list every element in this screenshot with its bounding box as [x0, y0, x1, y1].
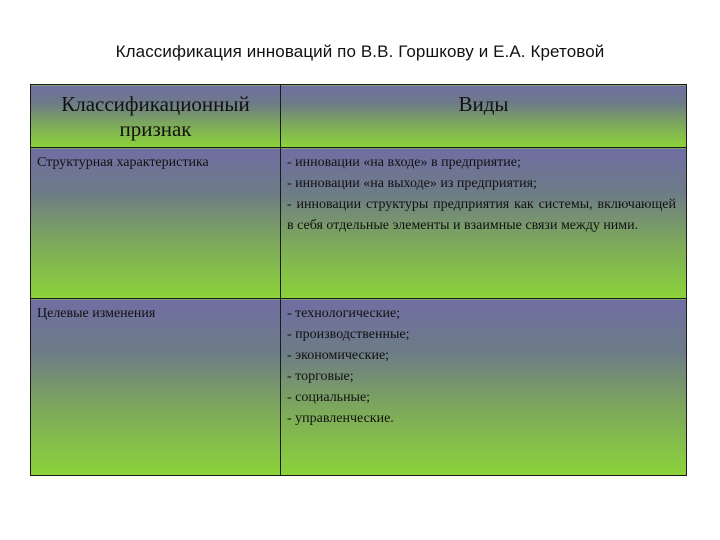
list-item: - инновации «на входе» в предприятие;	[287, 155, 521, 170]
types-list	[281, 299, 686, 429]
list-item: - инновации «на выходе» из предприятия;	[287, 176, 537, 191]
header-types	[281, 85, 687, 148]
types-cell	[281, 299, 687, 476]
list-item: - технологические;	[287, 306, 401, 321]
feature-label: Структурная характеристика	[37, 155, 209, 170]
list-item: - экономические;	[287, 348, 390, 363]
list-item: - производственные;	[287, 327, 410, 342]
table-row	[31, 299, 687, 476]
types-list	[281, 148, 686, 236]
list-item: - инновации структуры предприятия как системы, включающей в себя отдельные элементы и взаимные связи между ними.	[287, 197, 676, 233]
classification-table	[30, 84, 687, 476]
table-header-row	[31, 85, 687, 148]
feature-cell	[31, 299, 281, 476]
feature-label: Целевые изменения	[37, 306, 156, 321]
header-feature	[31, 85, 281, 148]
list-item: - торговые;	[287, 369, 354, 384]
table-row	[31, 148, 687, 299]
header-feature-label: Классификационный признак	[61, 92, 250, 141]
feature-cell	[31, 148, 281, 299]
list-item: - управленческие.	[287, 411, 394, 426]
slide-title: Классификация инноваций по В.В. Горшкову и Е.А. Кретовой	[115, 42, 605, 61]
types-cell	[281, 148, 687, 299]
header-types-label: Виды	[458, 92, 509, 116]
list-item: - социальные;	[287, 390, 371, 405]
